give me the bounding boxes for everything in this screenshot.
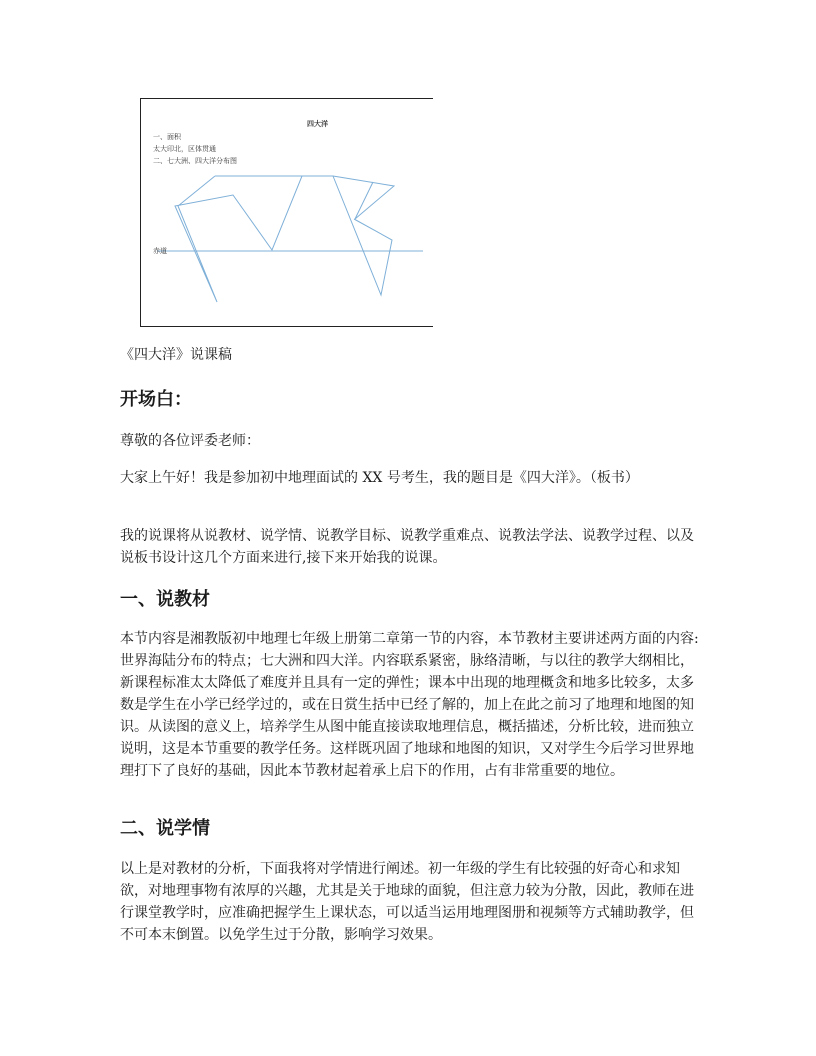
continent-sketch-lines	[141, 99, 434, 328]
board-line-notes: 太大印北，区体贯通	[153, 145, 216, 153]
greeting-line: 尊敬的各位评委老师：	[120, 433, 260, 449]
heading-opening: 开场白：	[120, 389, 192, 410]
plan-paragraph: 我的说课将从说教材、说学情、说教学目标、说教学重难点、说教法学法、说教学过程、以及说板书设计这几个方面来进行,接下来开始我的说课。	[120, 528, 694, 566]
equator-label: 赤道	[153, 247, 167, 255]
heading-textbook: 一、说教材	[120, 589, 210, 610]
students-paragraph: 以上是对教材的分析，下面我将对学情进行阐述。初一年级的学生有比较强的好奇心和求知欲，对地理事物有浓厚的兴趣，尤其是关于地球的面貌，但注意力较为分散，因此，教师在进行课堂教学时，应准确把握学生上课状态，可以适当运用地理图册和视频等方式辅助教学，但不可本末倒置。以免学生过于分散，影响学习效果。	[120, 861, 694, 943]
sketch-line-southeast	[333, 176, 392, 295]
board-line-area: 一、面积	[153, 133, 181, 141]
figure-caption: 《四大洋》说课稿	[120, 347, 232, 363]
textbook-paragraph: 本节内容是湘教版初中地理七年级上册第二章第一节的内容，本节教材主要讲述两方面的内容:世界海陆分布的特点；七大洲和四大洋。内容联系紧密，脉络清晰，与以往的教学大纲相比，新课程标准太太降低了难度并且具有一定的弹性；课本中出现的地理概贪和地多比较多，太多数是学生在小学已经学过的，或在日赏生括中已经了解的，加上在此之前习了地理和地图的知识。从读图的意义上，培养学生从图中能直接读取地理信息，概括描述，分析比较，进而独立说明，这是本节重要的教学任务。这样既巩固了地球和地图的知识，又对学生今后学习世界地理打下了良好的基础，因此本节教材起着承上启下的作用，占有非常重要的地位。	[120, 631, 699, 779]
blackboard-sketch	[140, 98, 433, 327]
board-line-map: 二、七大洲、四大洋分布图	[153, 157, 237, 165]
sketch-line-west	[175, 176, 333, 302]
heading-students: 二、说学情	[120, 818, 210, 839]
board-title: 四大洋	[307, 120, 328, 128]
intro-paragraph: 大家上午好！我是参加初中地理面试的 XX 号考生，我的题目是《四大洋》。（板书）	[120, 470, 639, 486]
